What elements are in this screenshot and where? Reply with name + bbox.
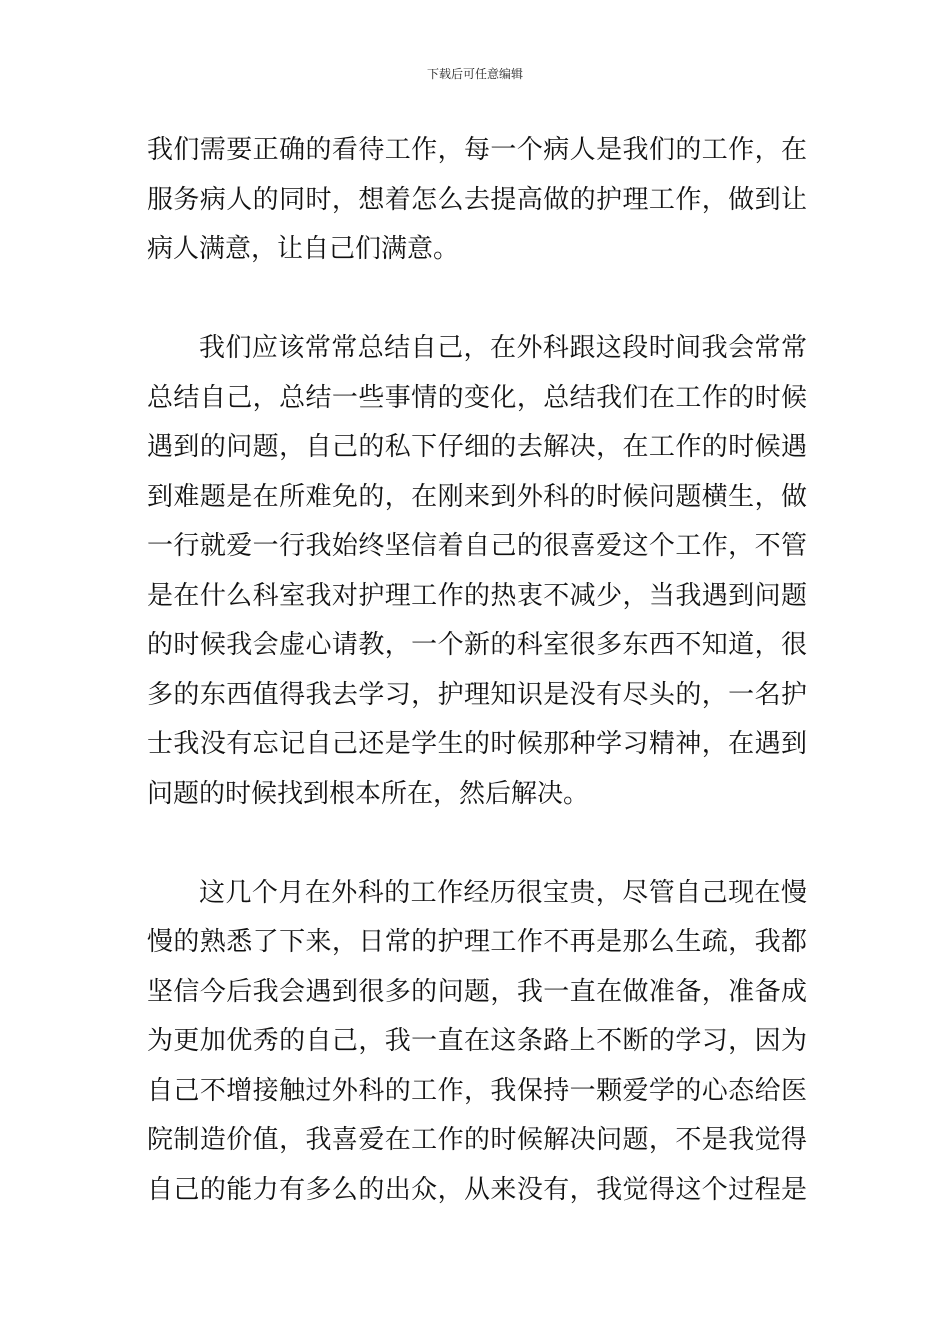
text-line: 士我没有忘记自己还是学生的时候那种学习精神，在遇到 [147,729,807,759]
text-line: 的时候我会虚心请教，一个新的科室很多东西不知道，很 [147,630,807,660]
text-line: 到难题是在所难免的，在刚来到外科的时候问题横生，做 [147,481,807,512]
text-line: 是在什么科室我对护理工作的热衷不减少，当我遇到问题 [147,580,807,611]
text-line: 自己的能力有多么的出众，从来没有，我觉得这个过程是 [147,1174,807,1205]
text-line: 一行就爱一行我始终坚信着自己的很喜爱这个工作，不管 [147,531,807,561]
text-line: 多的东西值得我去学习，护理知识是没有尽头的，一名护 [147,679,807,710]
paragraph-1 [147,126,807,275]
text-line: 总结自己，总结一些事情的变化，总结我们在工作的时候 [147,382,807,413]
paragraph-3 [147,869,807,1216]
text-line: 问题的时候找到根本所在，然后解决。 [147,778,590,809]
text-line: 我们应该常常总结自己，在外科跟这段时间我会常常 [199,333,807,363]
text-line: 服务病人的同时，想着怎么去提高做的护理工作，做到让 [147,184,807,215]
text-line: 自己不增接触过外科的工作，我保持一颗爱学的心态给医 [147,1075,807,1106]
text-line: 这几个月在外科的工作经历很宝贵，尽管自己现在慢 [199,877,807,908]
page-header: 下载后可任意编辑 [426,67,523,81]
text-line: 遇到的问题，自己的私下仔细的去解决，在工作的时候遇 [147,432,807,462]
text-line: 慢的熟悉了下来，日常的护理工作不再是那么生疏，我都 [147,927,807,957]
text-line: 为更加优秀的自己，我一直在这条路上不断的学习，因为 [147,1026,807,1056]
text-line: 我们需要正确的看待工作，每一个病人是我们的工作，在 [147,135,807,165]
document-body [147,126,807,1215]
paragraph-2 [147,324,807,819]
text-line: 病人满意，让自己们满意。 [147,234,460,264]
text-line: 坚信今后我会遇到很多的问题，我一直在做准备，准备成 [147,976,807,1007]
text-line: 院制造价值，我喜爱在工作的时候解决问题，不是我觉得 [147,1125,807,1155]
